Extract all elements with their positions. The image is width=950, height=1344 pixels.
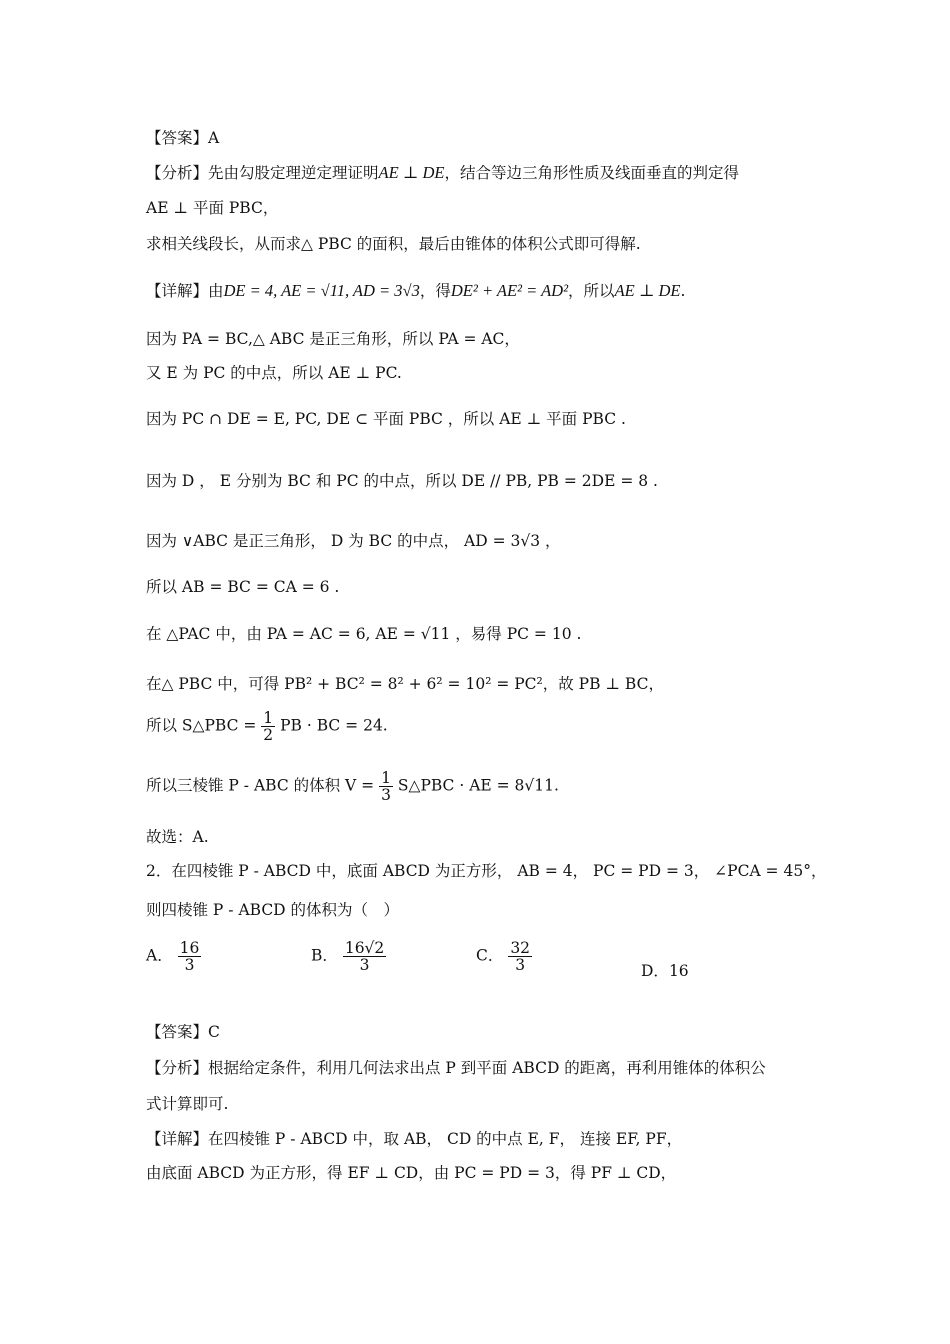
fraction-numerator: 32	[510, 939, 531, 957]
q1-detail-line-8: 在 △PAC 中，由 PA = AC = 6, AE = √11 ，易得 PC = 10 .	[146, 625, 582, 643]
q1-analysis-line-1	[146, 162, 739, 184]
q1-detail-line-4: 因为 PC ∩ DE = E, PC, DE ⊂ 平面 PBC ，所以 AE ⊥ 平面 PBC .	[146, 410, 626, 428]
q2-detail-line-2: 由底面 ABCD 为正方形，得 EF ⊥ CD，由 PC = PD = 3，得 PF ⊥ CD，	[146, 1164, 677, 1182]
fraction-numerator: 16	[179, 939, 200, 957]
q1-volume-prefix: 所以三棱锥 P - ABC 的体积 V =	[146, 776, 375, 795]
q1-detail-math-3: AE ⊥ DE	[614, 281, 681, 300]
q1-detail-line-2: 因为 PA = BC,△ ABC 是正三角形，所以 PA = AC，	[146, 330, 520, 348]
q1-analysis-math: AE ⊥ DE	[378, 163, 445, 182]
q1-detail-line-7: 所以 AB = BC = CA = 6 .	[146, 578, 340, 596]
q2-option-a	[146, 940, 201, 973]
q1-analysis-text: 【分析】先由勾股定理逆定理证明	[146, 164, 379, 182]
q1-detail-line-1: 【详解】由DE = 4, AE = √11, AD = 3√3，得DE² + AE² = AD²，所以AE ⊥ DE.	[146, 281, 686, 300]
fraction-numerator: 1	[381, 769, 391, 787]
q1-detail-line-5: 因为 D ， E 分别为 BC 和 PC 的中点，所以 DE // PB, PB = 2DE = 8 .	[146, 472, 658, 490]
q2-answer: 【答案】C	[146, 1023, 220, 1041]
q1-detail-line-10	[146, 710, 388, 743]
fraction-denominator: 2	[263, 726, 274, 744]
q2-option-d	[641, 960, 689, 982]
q1-detail-line-6: 因为 ∨ABC 是正三角形， D 为 BC 的中点， AD = 3√3 ，	[146, 532, 561, 550]
fraction-numerator: 1	[263, 709, 274, 727]
option-label: A．	[146, 946, 173, 965]
option-label: B．	[311, 946, 338, 965]
q2-option-b	[311, 940, 386, 973]
fraction-numerator: 16√2	[344, 939, 385, 957]
q2-analysis-line-2: 式计算即可.	[146, 1095, 229, 1113]
option-fraction	[508, 940, 532, 973]
q1-volume-fraction	[379, 770, 393, 803]
q1-detail-label: 【详解】由	[146, 282, 224, 300]
option-fraction	[178, 940, 202, 973]
q1-detail-line-9: 在△ PBC 中，可得 PB² + BC² = 8² + 6² = 10² = PC²，故 PB ⊥ BC，	[146, 675, 664, 693]
q1-detail-math-1: DE = 4, AE = √11, AD = 3√3	[223, 281, 420, 300]
q2-detail-line-1: 【详解】在四棱锥 P - ABCD 中，取 AB， CD 的中点 E, F， 连接 EF, PF，	[146, 1130, 683, 1148]
q1-detail-math-2: DE² + AE² = AD²	[450, 281, 569, 300]
q1-analysis-line-3: 求相关线段长，从而求△ PBC 的面积，最后由锥体的体积公式即可得解.	[146, 235, 641, 253]
q1-detail-text-1: ，得	[419, 282, 451, 300]
q2-analysis-line-1: 【分析】根据给定条件，利用几何法求出点 P 到平面 ABCD 的距离，再利用锥体的体积公	[146, 1059, 766, 1077]
q1-area-fraction	[261, 710, 275, 743]
q2-option-c	[476, 940, 532, 973]
option-label: C．	[476, 946, 504, 965]
fraction-denominator: 3	[184, 956, 195, 974]
q1-detail-line-11	[146, 770, 559, 803]
q2-stem-line-1: 2．在四棱锥 P - ABCD 中，底面 ABCD 为正方形， AB = 4， PC = PD = 3， ∠PCA = 45°，	[146, 862, 827, 880]
fraction-denominator: 3	[515, 956, 526, 974]
q1-choice: 故选：A.	[146, 828, 209, 846]
q1-detail-text-2: ，所以	[568, 282, 615, 300]
fraction-denominator: 3	[381, 786, 391, 804]
q1-answer: 【答案】A	[146, 129, 220, 147]
option-fraction	[343, 940, 386, 973]
q1-detail-line-3: 又 E 为 PC 的中点，所以 AE ⊥ PC.	[146, 364, 402, 382]
q1-analysis-line-2: AE ⊥ 平面 PBC，	[146, 199, 279, 217]
q1-analysis-tail: ，结合等边三角形性质及线面垂直的判定得	[444, 164, 739, 182]
q1-area-suffix: PB · BC = 24.	[280, 716, 388, 735]
option-value: 16	[668, 962, 689, 980]
fraction-denominator: 3	[359, 956, 370, 974]
q1-volume-suffix: S△PBC · AE = 8√11.	[397, 776, 559, 795]
q1-area-prefix: 所以 S△PBC =	[146, 716, 257, 735]
q2-stem-line-2: 则四棱锥 P - ABCD 的体积为（ ）	[146, 901, 400, 919]
option-label: D．	[641, 962, 669, 980]
